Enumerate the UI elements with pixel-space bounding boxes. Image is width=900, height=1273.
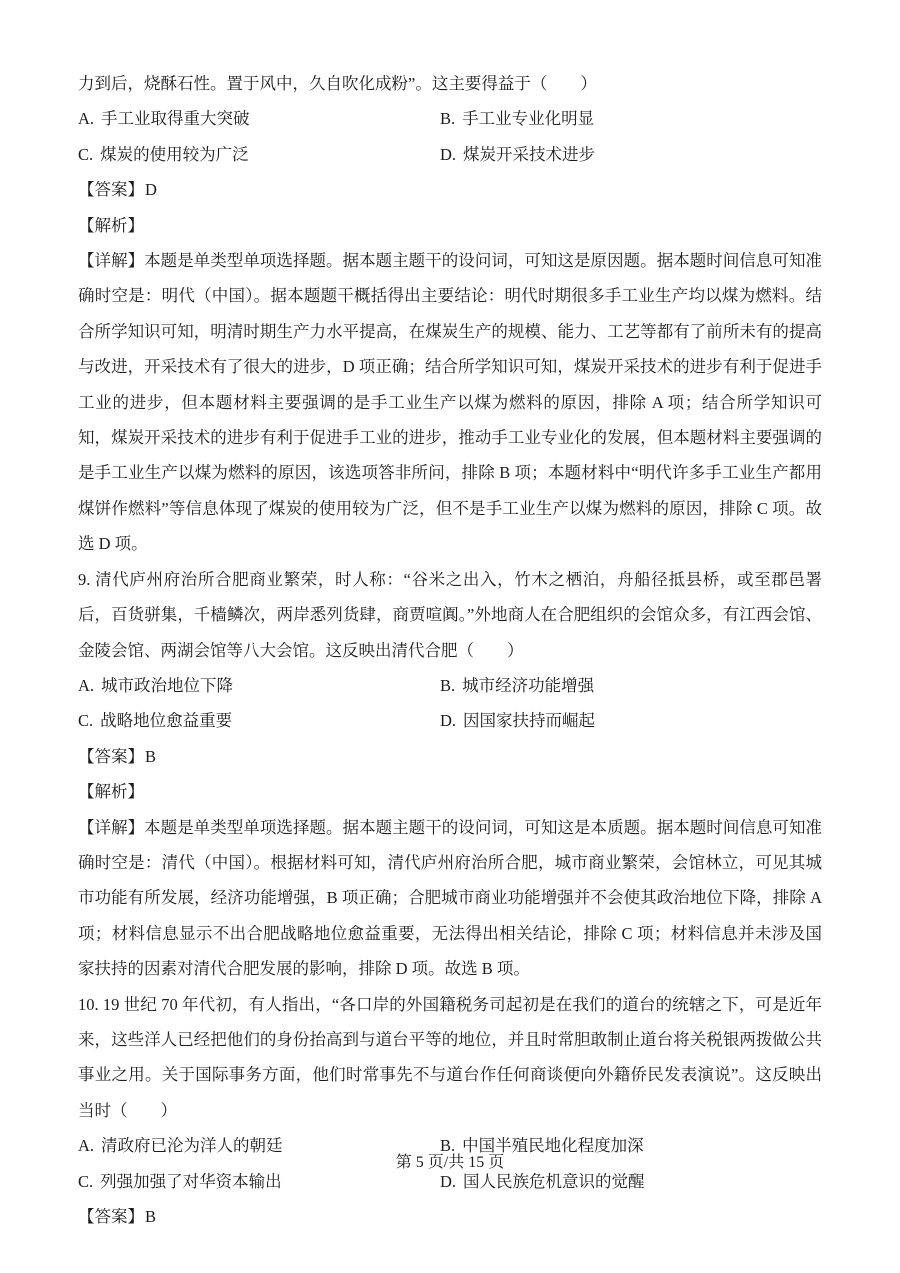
option-label: D.: [440, 1171, 457, 1191]
option-text: 因国家扶持而崛起: [463, 711, 596, 731]
question-9-option-c: [78, 703, 440, 738]
question-8-option-d: [440, 137, 822, 172]
option-text: 中国半殖民地化程度加深: [462, 1136, 644, 1156]
option-label: C.: [78, 1171, 94, 1191]
question-8-detail: 【详解】本题是单类型单项选择题。据本题主题干的设问词，可知这是原因题。据本题时间信息可知准确时空是：明代（中国）。据本题题干概括得出主要结论：明代时期很多手工业生产均以煤为燃料。结合所学知识可知，明清时期生产力水平提高，在煤炭生产的规模、能力、工艺等都有了前所未有的提高与改进，开采技术有了很大的进步，D 项正确；结合所学知识可知，煤炭开采技术的进步有利于促进手工业的进步，但本题材料主要强调的是手工业生产以煤为燃料的原因，排除 A 项；结合所学知识可知，煤炭开采技术的进步有利于促进手工业的进步，推动手工业专业化的发展，但本题材料主要强调的是手工业生产以煤为燃料的原因，该选项答非所问，排除 B 项；本题材料中“明代许多手工业生产都用煤饼作燃料”等信息体现了煤炭的使用较为广泛，但不是手工业生产以煤为燃料的原因，排除 C 项。故选 D 项。: [78, 251, 822, 554]
answer-value: D: [145, 180, 157, 200]
option-label: D.: [440, 711, 457, 731]
option-label: B.: [440, 1136, 456, 1156]
option-label: B.: [440, 109, 456, 129]
question-9-answer-line: [78, 739, 822, 774]
option-label: A.: [78, 675, 95, 695]
question-8-stem-continuation: 力到后，烧酥石性。置于风中，久自吹化成粉”。这主要得益于（ ）: [78, 74, 597, 93]
analysis-label: 【解析】: [78, 215, 144, 235]
option-text: 城市经济功能增强: [462, 675, 595, 695]
option-label: A.: [78, 109, 95, 129]
option-text: 城市政治地位下降: [101, 675, 234, 695]
analysis-label: 【解析】: [78, 782, 144, 802]
question-10-stem: 10. 19 世纪 70 年代初，有人指出，“各口岸的外国籍税务司起初是在我们的道台的统辖之下，可是近年来，这些洋人已经把他们的身份抬高到与道台平等的地位，并且时常胆敢制止道台将关税银两拨做公共事业之用。关于国际事务方面，他们时常事先不与道台作任何商谈便向外籍侨民发表演说”。这反映出当时（ ）: [78, 994, 822, 1120]
question-9-option-b: [440, 668, 822, 703]
option-text: 煤炭的使用较为广泛: [100, 144, 249, 164]
question-8-option-a: [78, 101, 440, 136]
question-9-options-row-1: [78, 668, 822, 703]
option-text: 列强加强了对华资本输出: [100, 1171, 282, 1191]
question-9-options-row-2: [78, 703, 822, 738]
option-text: 煤炭开采技术进步: [463, 144, 596, 164]
answer-label: 【答案】: [78, 746, 144, 766]
option-text: 清政府已沦为洋人的朝廷: [101, 1136, 283, 1156]
question-9-option-a: [78, 668, 440, 703]
question-9-option-d: [440, 703, 822, 738]
option-label: B.: [440, 675, 456, 695]
option-label: C.: [78, 144, 94, 164]
option-text: 战略地位愈益重要: [100, 711, 233, 731]
option-label: C.: [78, 711, 94, 731]
option-text: 手工业取得重大突破: [101, 109, 250, 129]
question-9-detail: 【详解】本题是单类型单项选择题。据本题主题干的设问词，可知这是本质题。据本题时间信息可知准确时空是：清代（中国）。根据材料可知，清代庐州府治所合肥，城市商业繁荣，会馆林立，可见其城市功能有所发展，经济功能增强，B 项正确；合肥城市商业功能增强并不会使其政治地位下降，排除 A 项；材料信息显示不出合肥战略地位愈益重要，无法得出相关结论，排除 C 项；材料信息并未涉及国家扶持的因素对清代合肥发展的影响，排除 D 项。故选 B 项。: [78, 817, 822, 979]
question-8-option-b: [440, 101, 822, 136]
question-8-options-row-2: [78, 137, 822, 172]
option-label: A.: [78, 1136, 95, 1156]
option-text: 手工业专业化明显: [462, 109, 595, 129]
answer-value: B: [145, 746, 157, 766]
question-9-stem: 9. 清代庐州府治所合肥商业繁荣，时人称：“谷米之出入，竹木之栖泊，舟船径抵县桥，或至郡邑署后，百货骈集，千樯鳞次，两岸悉列货肆，商贾喧阗。”外地商人在合肥组织的会馆众多，有江西会馆、金陵会馆、两湖会馆等八大会馆。这反映出清代合肥（ ）: [78, 569, 822, 660]
question-8-options-row-1: [78, 101, 822, 136]
answer-label: 【答案】: [78, 1207, 144, 1226]
option-label: D.: [440, 144, 457, 164]
question-9-analysis-line: [78, 774, 822, 809]
option-text: 国人民族危机意识的觉醒: [463, 1171, 645, 1191]
question-10-answer-line: [78, 1199, 822, 1234]
answer-value: B: [145, 1207, 157, 1226]
page-number-footer: 第 5 页/共 15 页: [395, 1154, 505, 1171]
question-8-analysis-line: [78, 208, 822, 243]
question-8-answer-line: [78, 172, 822, 207]
answer-label: 【答案】: [78, 180, 144, 200]
question-8-option-c: [78, 137, 440, 172]
page-content: [78, 66, 822, 1234]
